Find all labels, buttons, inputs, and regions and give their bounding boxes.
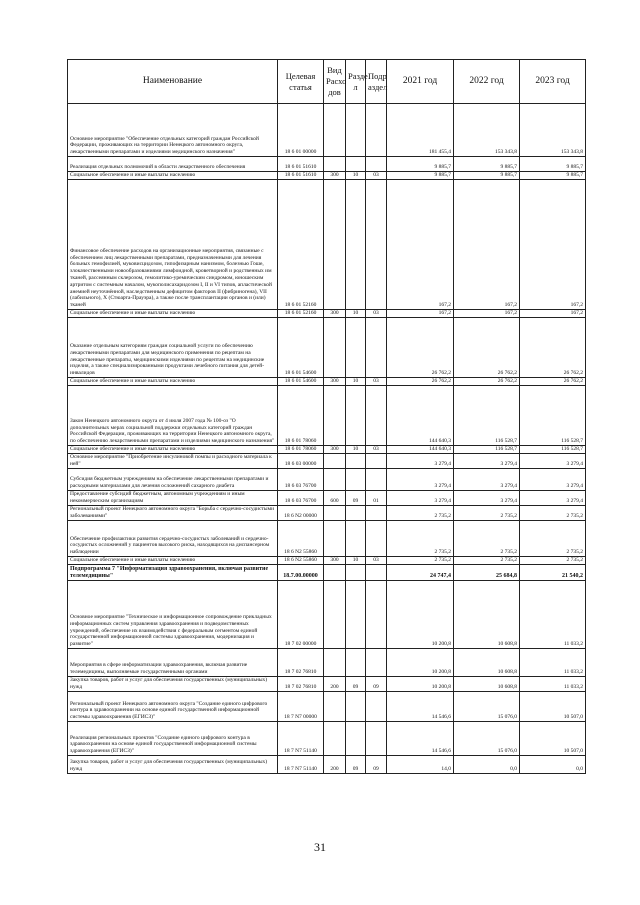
target-code: 18 6 N2 55860 xyxy=(278,557,324,565)
table-row xyxy=(68,581,586,649)
subsection xyxy=(366,506,387,521)
amount-2023: 153 343,8 xyxy=(520,104,586,157)
target-code: 18 7 N7 51140 xyxy=(278,722,324,756)
amount-2023: 2 735,2 xyxy=(520,506,586,521)
section xyxy=(346,581,366,649)
amount-2022: 0,0 xyxy=(454,756,520,774)
amount-2022: 153 343,8 xyxy=(454,104,520,157)
subsection: 01 xyxy=(366,491,387,506)
section xyxy=(346,506,366,521)
amount-2023: 3 279,4 xyxy=(520,491,586,506)
target-code: 18 6 03 76700 xyxy=(278,491,324,506)
row-name: Социальное обеспечение и иные выплаты населению xyxy=(68,378,278,386)
row-name: Субсидия бюджетным учреждениям на обеспечение лекарственными препаратами и расходными материалами для лечения осложнений сахарного диабета xyxy=(68,469,278,491)
row-name: Социальное обеспечение и иные выплаты населению xyxy=(68,557,278,565)
target-code: 18 6 01 51610 xyxy=(278,157,324,172)
expense-type: 300 xyxy=(324,557,346,565)
budget-page xyxy=(67,59,585,774)
section: 10 xyxy=(346,446,366,454)
target-code: 18 7 N7 51140 xyxy=(278,756,324,774)
subsection xyxy=(366,180,387,310)
amount-2021: 10 200,8 xyxy=(387,677,454,692)
table-row xyxy=(68,565,586,581)
section: 09 xyxy=(346,677,366,692)
section xyxy=(346,318,366,378)
target-code: 18 7 02 00000 xyxy=(278,581,324,649)
target-code: 18 6 01 54600 xyxy=(278,318,324,378)
subsection xyxy=(366,649,387,677)
row-name: Региональный проект Ненецкого автономного округа "Создание единого цифрового контура в здравоохранении на основе единой государственной информационной системы здравоохранения (ЕГИСЗ)" xyxy=(68,692,278,722)
header-type: Вид Расхо дов xyxy=(324,60,346,104)
amount-2023: 11 033,2 xyxy=(520,677,586,692)
amount-2021: 2 735,2 xyxy=(387,557,454,565)
target-code: 18 6 01 54600 xyxy=(278,378,324,386)
amount-2022: 10 608,8 xyxy=(454,649,520,677)
table-row xyxy=(68,692,586,722)
amount-2021: 9 885,7 xyxy=(387,172,454,180)
expense-type: 600 xyxy=(324,491,346,506)
amount-2022: 2 735,2 xyxy=(454,521,520,557)
table-row xyxy=(68,310,586,318)
table-row xyxy=(68,506,586,521)
amount-2023: 11 033,2 xyxy=(520,581,586,649)
row-name: Мероприятия в сфере информатизации здравоохранения, включая развитие телемедицины, выполняемые государственными органами xyxy=(68,649,278,677)
table-row xyxy=(68,157,586,172)
subsection: 03 xyxy=(366,446,387,454)
subsection xyxy=(366,469,387,491)
amount-2021: 167,2 xyxy=(387,310,454,318)
amount-2022: 2 735,2 xyxy=(454,557,520,565)
section xyxy=(346,386,366,446)
amount-2022: 3 279,4 xyxy=(454,454,520,469)
row-name: Социальное обеспечение и иные выплаты населению xyxy=(68,446,278,454)
amount-2023: 26 762,2 xyxy=(520,378,586,386)
section xyxy=(346,104,366,157)
row-name: Реализация региональных проектов "Создание единого цифрового контура в здравоохранении на основе единой государственной информационной системы здравоохранения (ЕГИСЗ)" xyxy=(68,722,278,756)
subsection xyxy=(366,104,387,157)
target-code: 18 6 03 76700 xyxy=(278,469,324,491)
subsection xyxy=(366,521,387,557)
budget-table xyxy=(67,59,586,774)
amount-2023: 11 033,2 xyxy=(520,649,586,677)
expense-type: 300 xyxy=(324,172,346,180)
amount-2021: 3 279,4 xyxy=(387,469,454,491)
expense-type: 300 xyxy=(324,378,346,386)
subsection xyxy=(366,157,387,172)
target-code: 18 6 N2 00000 xyxy=(278,506,324,521)
section xyxy=(346,469,366,491)
expense-type: 300 xyxy=(324,446,346,454)
header-target: Целевая статья xyxy=(278,60,324,104)
row-name: Оказание отдельным категориям граждан социальной услуги по обеспечению лекарственными препаратами для медицинского применения по рецептам на лекарственные препараты, медицинскими изделиями по рецептам на медицинские изделия, а также специализированными продуктами лечебного питания для детей-инвалидов xyxy=(68,318,278,378)
row-name: Реализация отдельных полномочий в области лекарственного обеспечения xyxy=(68,157,278,172)
amount-2021: 181 455,4 xyxy=(387,104,454,157)
subsection xyxy=(366,386,387,446)
table-row xyxy=(68,491,586,506)
expense-type xyxy=(324,469,346,491)
header-2022: 2022 год xyxy=(454,60,520,104)
amount-2022: 3 279,4 xyxy=(454,469,520,491)
expense-type xyxy=(324,104,346,157)
amount-2023: 0,0 xyxy=(520,756,586,774)
row-name: Обеспечение профилактики развития сердечно-сосудистых заболеваний и сердечно-сосудистых осложнений у пациентов высокого риска, находящихся на диспансерном наблюдении xyxy=(68,521,278,557)
table-row xyxy=(68,722,586,756)
section: 09 xyxy=(346,756,366,774)
expense-type xyxy=(324,521,346,557)
subsection xyxy=(366,565,387,581)
subsection: 03 xyxy=(366,172,387,180)
expense-type xyxy=(324,581,346,649)
table-row xyxy=(68,756,586,774)
amount-2022: 26 762,2 xyxy=(454,318,520,378)
expense-type xyxy=(324,565,346,581)
amount-2021: 26 762,2 xyxy=(387,378,454,386)
section xyxy=(346,180,366,310)
row-name: Закупка товаров, работ и услуг для обеспечения государственных (муниципальных) нужд xyxy=(68,756,278,774)
amount-2022: 15 076,0 xyxy=(454,692,520,722)
target-code: 18 6 N2 55860 xyxy=(278,521,324,557)
row-name: Финансовое обеспечение расходов на организационные мероприятия, связанные с обеспечением лиц лекарственными препаратами, предназначенными для лечения больных гемофилией, муковисцидозом, гипофизарным нанизмом, болезнью Гоше, злокачественными новообразованиями лимфоидной, кроветворной и родственных им тканей, рассеянным склерозом, гемолитико-уремическим синдромом, юношеским артритом с системным началом, мукополисахаридозом I, II и VI типов, апластической анемией неуточнённой, наследственным дефицитом факторов II (фибриногена), VII (лабильного), X (Стюарта-Прауэра), а также после трансплантации органов и (или) тканей xyxy=(68,180,278,310)
amount-2022: 167,2 xyxy=(454,180,520,310)
table-row xyxy=(68,104,586,157)
row-name: Социальное обеспечение и иные выплаты населению xyxy=(68,172,278,180)
section xyxy=(346,565,366,581)
header-subsection: Подр аздел xyxy=(366,60,387,104)
target-code: 18 6 01 52160 xyxy=(278,310,324,318)
amount-2021: 26 762,2 xyxy=(387,318,454,378)
expense-type xyxy=(324,506,346,521)
subsection: 09 xyxy=(366,677,387,692)
subsection xyxy=(366,692,387,722)
subsection: 09 xyxy=(366,756,387,774)
header-section: Разде л xyxy=(346,60,366,104)
amount-2021: 24 747,4 xyxy=(387,565,454,581)
target-code: 18 6 01 51610 xyxy=(278,172,324,180)
amount-2023: 9 885,7 xyxy=(520,157,586,172)
amount-2023: 21 540,2 xyxy=(520,565,586,581)
header-name: Наименование xyxy=(68,60,278,104)
amount-2022: 10 608,8 xyxy=(454,677,520,692)
amount-2021: 10 200,8 xyxy=(387,581,454,649)
target-code: 18 6 01 52160 xyxy=(278,180,324,310)
amount-2023: 167,2 xyxy=(520,310,586,318)
expense-type xyxy=(324,180,346,310)
amount-2023: 10 507,0 xyxy=(520,692,586,722)
subsection xyxy=(366,454,387,469)
expense-type xyxy=(324,454,346,469)
table-row xyxy=(68,446,586,454)
expense-type xyxy=(324,318,346,378)
target-code: 18 6 01 78060 xyxy=(278,386,324,446)
table-row xyxy=(68,386,586,446)
row-name: Закон Ненецкого автономного округа от 4 июля 2007 года № 100-оз "О дополнительных мерах социальной поддержки отдельных категорий граждан Российской Федерации, проживающих на территории Ненецкого автономного округа, по обеспечению лекарственными препаратами и изделиями медицинского назначения" xyxy=(68,386,278,446)
section: 10 xyxy=(346,557,366,565)
target-code: 18 7 02 76810 xyxy=(278,649,324,677)
expense-type: 200 xyxy=(324,756,346,774)
expense-type xyxy=(324,157,346,172)
target-code: 18 7 02 76810 xyxy=(278,677,324,692)
amount-2022: 167,2 xyxy=(454,310,520,318)
section xyxy=(346,722,366,756)
target-code: 18.7.00.00000 xyxy=(278,565,324,581)
page-number: 31 xyxy=(314,840,326,854)
table-row xyxy=(68,318,586,378)
expense-type xyxy=(324,692,346,722)
amount-2023: 2 735,2 xyxy=(520,557,586,565)
section: 10 xyxy=(346,310,366,318)
amount-2021: 9 885,7 xyxy=(387,157,454,172)
table-row xyxy=(68,469,586,491)
amount-2022: 26 762,2 xyxy=(454,378,520,386)
header-2023: 2023 год xyxy=(520,60,586,104)
target-code: 18 7 N7 00000 xyxy=(278,692,324,722)
table-row xyxy=(68,180,586,310)
expense-type: 300 xyxy=(324,310,346,318)
amount-2022: 9 885,7 xyxy=(454,172,520,180)
section xyxy=(346,649,366,677)
expense-type xyxy=(324,386,346,446)
amount-2023: 3 279,4 xyxy=(520,469,586,491)
amount-2021: 14 546,6 xyxy=(387,722,454,756)
amount-2023: 116 528,7 xyxy=(520,446,586,454)
section: 09 xyxy=(346,491,366,506)
amount-2021: 3 279,4 xyxy=(387,491,454,506)
amount-2023: 3 279,4 xyxy=(520,454,586,469)
target-code: 18 6 03 00000 xyxy=(278,454,324,469)
section: 10 xyxy=(346,172,366,180)
section xyxy=(346,692,366,722)
subsection xyxy=(366,318,387,378)
amount-2023: 9 885,7 xyxy=(520,172,586,180)
amount-2021: 2 735,2 xyxy=(387,521,454,557)
header-2021: 2021 год xyxy=(387,60,454,104)
amount-2022: 25 684,8 xyxy=(454,565,520,581)
row-name: Основное мероприятие "Техническое и информационное сопровождение прикладных информационных систем управления здравоохранения и подведомственных учреждений, обеспечение их взаимодействия с федеральным сегментом единой государственной информационной системы здравоохранения, модернизация и развитие" xyxy=(68,581,278,649)
amount-2023: 2 735,2 xyxy=(520,521,586,557)
amount-2021: 10 200,8 xyxy=(387,649,454,677)
row-name: Подпрограмма 7 "Информатизация здравоохранения, включая развитие телемедицины" xyxy=(68,565,278,581)
table-row xyxy=(68,454,586,469)
amount-2022: 2 735,2 xyxy=(454,506,520,521)
amount-2023: 116 528,7 xyxy=(520,386,586,446)
row-name: Социальное обеспечение и иные выплаты населению xyxy=(68,310,278,318)
row-name: Основное мероприятие "Обеспечение отдельных категорий граждан Российской Федерации, проживающих на территории Ненецкого автономного округа, лекарственными препаратами и изделиями медицинского назначения" xyxy=(68,104,278,157)
table-row xyxy=(68,172,586,180)
table-row xyxy=(68,378,586,386)
amount-2021: 14 546,6 xyxy=(387,692,454,722)
section xyxy=(346,521,366,557)
amount-2022: 116 528,7 xyxy=(454,446,520,454)
target-code: 18 6 01 78060 xyxy=(278,446,324,454)
row-name: Региональный проект Ненецкого автономного округа "Борьба с сердечно-сосудистыми заболеваниями" xyxy=(68,506,278,521)
section xyxy=(346,454,366,469)
row-name: Основное мероприятие "Приобретение инсулиновой помпы и расходного материала к ней" xyxy=(68,454,278,469)
subsection: 03 xyxy=(366,557,387,565)
amount-2021: 3 279,4 xyxy=(387,454,454,469)
expense-type: 200 xyxy=(324,677,346,692)
table-row xyxy=(68,557,586,565)
amount-2021: 167,2 xyxy=(387,180,454,310)
amount-2022: 10 608,8 xyxy=(454,581,520,649)
amount-2021: 144 640,3 xyxy=(387,446,454,454)
amount-2021: 144 640,3 xyxy=(387,386,454,446)
table-header-row xyxy=(68,60,586,104)
subsection: 03 xyxy=(366,310,387,318)
amount-2023: 26 762,2 xyxy=(520,318,586,378)
amount-2023: 167,2 xyxy=(520,180,586,310)
amount-2021: 2 735,2 xyxy=(387,506,454,521)
table-row xyxy=(68,649,586,677)
section: 10 xyxy=(346,378,366,386)
subsection: 03 xyxy=(366,378,387,386)
section xyxy=(346,157,366,172)
amount-2021: 14,0 xyxy=(387,756,454,774)
table-body xyxy=(68,104,586,774)
table-row xyxy=(68,677,586,692)
table-row xyxy=(68,521,586,557)
expense-type xyxy=(324,649,346,677)
amount-2023: 10 507,0 xyxy=(520,722,586,756)
amount-2022: 3 279,4 xyxy=(454,491,520,506)
target-code: 18 6 01 00000 xyxy=(278,104,324,157)
subsection xyxy=(366,581,387,649)
subsection xyxy=(366,722,387,756)
amount-2022: 15 076,0 xyxy=(454,722,520,756)
expense-type xyxy=(324,722,346,756)
row-name: Закупка товаров, работ и услуг для обеспечения государственных (муниципальных) нужд xyxy=(68,677,278,692)
row-name: Предоставление субсидий бюджетным, автономным учреждениям и иным некоммерческим организациям xyxy=(68,491,278,506)
amount-2022: 116 528,7 xyxy=(454,386,520,446)
amount-2022: 9 885,7 xyxy=(454,157,520,172)
